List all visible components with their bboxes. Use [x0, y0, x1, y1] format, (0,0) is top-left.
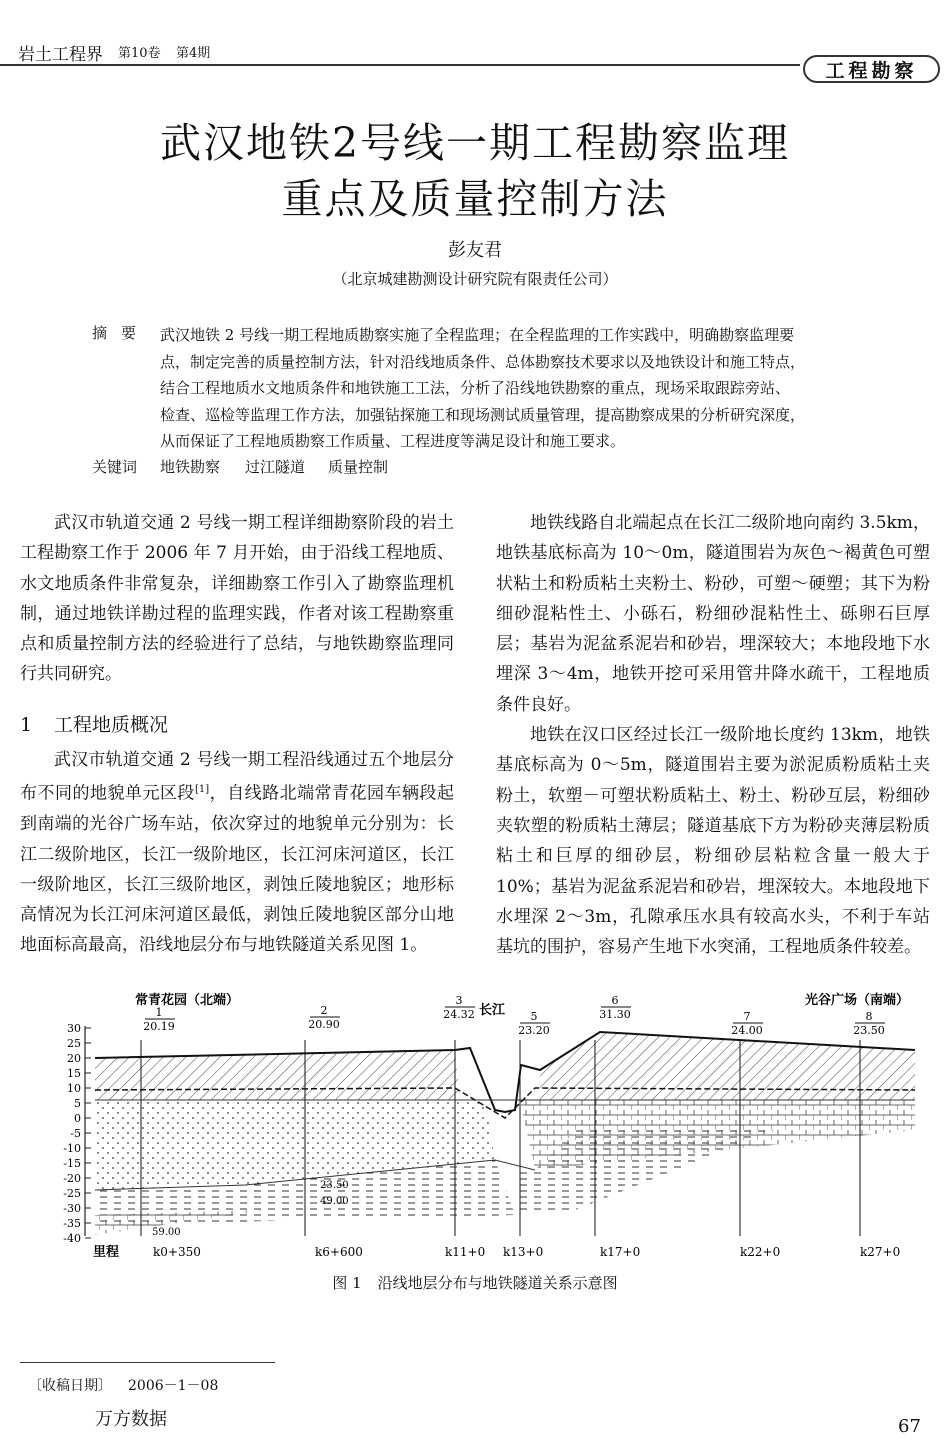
borehole-id: 6 [611, 994, 619, 1007]
borehole-elevation: 20.90 [308, 1018, 340, 1031]
caption-text: 沿线地层分布与地铁隧道关系示意图 [377, 1274, 618, 1292]
borehole-elevation: 23.20 [518, 1024, 550, 1037]
y-tick-label: -5 [70, 1127, 81, 1140]
y-tick-label: -20 [63, 1172, 81, 1185]
y-tick-label: -15 [63, 1157, 81, 1170]
right-column [496, 508, 930, 962]
column-badge: 工程勘察 [803, 55, 940, 83]
journal-name: 岩土工程界 [18, 45, 103, 65]
paragraph: 武汉市轨道交通 2 号线一期工程详细勘察阶段的岩土工程勘察工作于 2006 年 7 月开始，由于沿线工程地质、水文地质条件非常复杂，详细勘察工作引入了勘察监理机制，通过地铁详勘过程的监理实践，作者对该工程勘察重点和质量控制方法的经验进行了总结，与地铁勘察监理同行共同研究。 [20, 513, 454, 685]
borehole-elevation: 23.50 [853, 1024, 885, 1037]
chainage-tick-label: k6+600 [315, 1245, 363, 1259]
borehole-elevation: 31.30 [599, 1008, 631, 1021]
paragraph [20, 745, 454, 961]
volume-label: 第10卷 [118, 46, 161, 61]
issue-label: 第4期 [176, 46, 211, 61]
header-rule [0, 64, 800, 66]
chainage-tick-label: k0+350 [153, 1245, 201, 1259]
abstract-line: 点，制定完善的质量控制方法，针对沿线地质条件、总体勘察技术要求以及地铁设计和施工特点， [160, 352, 806, 371]
keyword: 质量控制 [328, 458, 389, 476]
north-end-label: 常青花园（北端） [135, 993, 240, 1008]
page-number: 67 [898, 1416, 921, 1437]
borehole-id: 8 [865, 1010, 873, 1023]
depth-note: 49.00 [320, 1196, 349, 1207]
borehole-id: 3 [455, 994, 463, 1007]
geological-profile-figure [15, 990, 935, 1265]
abstract-label: 摘要 [92, 324, 151, 342]
keywords-label: 关键词 [92, 458, 138, 476]
keyword: 地铁勘察 [160, 458, 221, 476]
paragraph: 地铁在汉口区经过长江一级阶地长度约 13km，地铁基底标高为 0～5m，隧道围岩主要为淤泥质粉质粘土夹粉土，软塑－可塑状粉质粘土、粉土、粉砂互层，粉细砂夹软塑的粉质粘土薄层；隧道基底下方为粉砂夹薄层粉质粘土和巨厚的细砂层，粉细砂层粘粒含量一般大于 10%；基岩为泥盆系泥岩和砂岩，埋深较大。本地段地下水埋深 2～3m，孔隙承压水具有较高水头，不利于车站基坑的围护，容易产生地下水突涌，工程地质条件较差。 [496, 725, 930, 958]
y-tick-label: 15 [67, 1067, 81, 1080]
y-tick-label: 30 [67, 1022, 81, 1035]
left-column-body [20, 745, 454, 961]
y-tick-label: 20 [67, 1052, 81, 1065]
chainage-tick-label: k22+0 [740, 1245, 781, 1259]
abstract-line: 检查、巡检等监理工作方法，加强钻探施工和现场测试质量管理，提高勘察成果的分析研究深度， [160, 405, 806, 424]
borehole-id: 1 [155, 1006, 163, 1019]
watermark: 万方数据 [95, 1409, 167, 1430]
keyword: 过江隧道 [245, 458, 306, 476]
y-tick-label: 5 [74, 1097, 81, 1110]
author: 彭友君 [448, 240, 502, 261]
y-tick-label: 10 [67, 1082, 81, 1095]
chainage-label: 里程 [93, 1245, 120, 1260]
depth-note: 59.00 [152, 1227, 181, 1238]
title-line-2: 重点及质量控制方法 [281, 175, 669, 223]
borehole-elevation: 24.00 [731, 1024, 763, 1037]
paragraph: 地铁线路自北端起点在长江二级阶地向南约 3.5km，地铁基底标高为 10～0m，隧道围岩为灰色～褐黄色可塑状粘土和粉质粘土夹粉土、粉砂，可塑～硬塑；其下为粉细砂混粘性土、小砾石，粉细砂混粘性土、砾卵石巨厚层；基岩为泥盆系泥岩和砂岩，埋深较大；本地段地下水埋深 3～4m，地铁开挖可采用管井降水疏干，工程地质条件良好。 [496, 513, 930, 715]
abstract-line: 结合工程地质水文地质条件和地铁施工工法，分析了沿线地铁勘察的重点，现场采取跟踪旁站、 [160, 379, 791, 397]
south-end-label: 光谷广场（南端） [805, 993, 910, 1008]
y-tick-label: -10 [63, 1142, 81, 1155]
abstract-text [160, 322, 865, 455]
abstract-line: 武汉地铁 2 号线一期工程地质勘察实施了全程监理；在全程监理的工作实践中，明确勘察监理要 [160, 326, 795, 344]
footnote-rule [20, 1362, 275, 1363]
abstract-line: 从而保证了工程地质勘察工作质量、工程进度等满足设计和施工要求。 [160, 432, 626, 450]
borehole-elevation: 24.32 [443, 1008, 475, 1021]
y-axis-ticks [63, 1022, 91, 1245]
chainage-tick-label: k11+0 [445, 1245, 486, 1259]
river-label: 长江 [479, 1003, 506, 1018]
y-tick-label: 25 [67, 1037, 81, 1050]
section-number: 1 [20, 714, 33, 736]
section-title: 工程地质概况 [54, 714, 169, 736]
depth-note: 23.50 [320, 1180, 349, 1191]
borehole-elevation: 20.19 [143, 1020, 175, 1033]
y-tick-label: -25 [63, 1187, 81, 1200]
received-date: 2006－1－08 [128, 1378, 219, 1394]
chainage-tick-label: k27+0 [860, 1245, 901, 1259]
left-column-intro [20, 508, 454, 690]
section-heading [20, 710, 168, 737]
chainage-tick-label: k13+0 [503, 1245, 544, 1259]
received-date-label: 〔收稿日期〕 [28, 1378, 112, 1394]
paragraph-text: 武汉市轨道交通 2 号线一期工程沿线通过五个地层分布不同的地貌单元区段 [20, 750, 454, 804]
caption-number: 图 1 [332, 1274, 362, 1292]
y-tick-label: 0 [74, 1112, 81, 1125]
title-line-1: 武汉地铁2号线一期工程勘察监理 [159, 119, 791, 167]
borehole-id: 2 [320, 1004, 328, 1017]
y-tick-label: -40 [63, 1232, 81, 1245]
affiliation: （北京城建勘测设计研究院有限责任公司） [332, 270, 618, 288]
citation: [1] [194, 784, 210, 796]
paragraph-text: ，自线路北端常青花园车辆段起到南端的光谷广场车站，依次穿过的地貌单元分别为：长江二级阶地区，长江一级阶地区，长江河床河道区，长江一级阶地区，长江三级阶地区，剥蚀丘陵地貌区；地形标高情况为长江河床河道区最低，剥蚀丘陵地貌区部分山地地面标高最高，沿线地层分布与地铁隧道关系见图 1。 [20, 783, 455, 956]
y-tick-label: -35 [63, 1217, 81, 1230]
figure-caption [0, 1272, 950, 1293]
chainage-tick-label: k17+0 [600, 1245, 641, 1259]
borehole-id: 5 [530, 1010, 538, 1023]
y-tick-label: -30 [63, 1202, 81, 1215]
borehole-id: 7 [743, 1010, 751, 1023]
